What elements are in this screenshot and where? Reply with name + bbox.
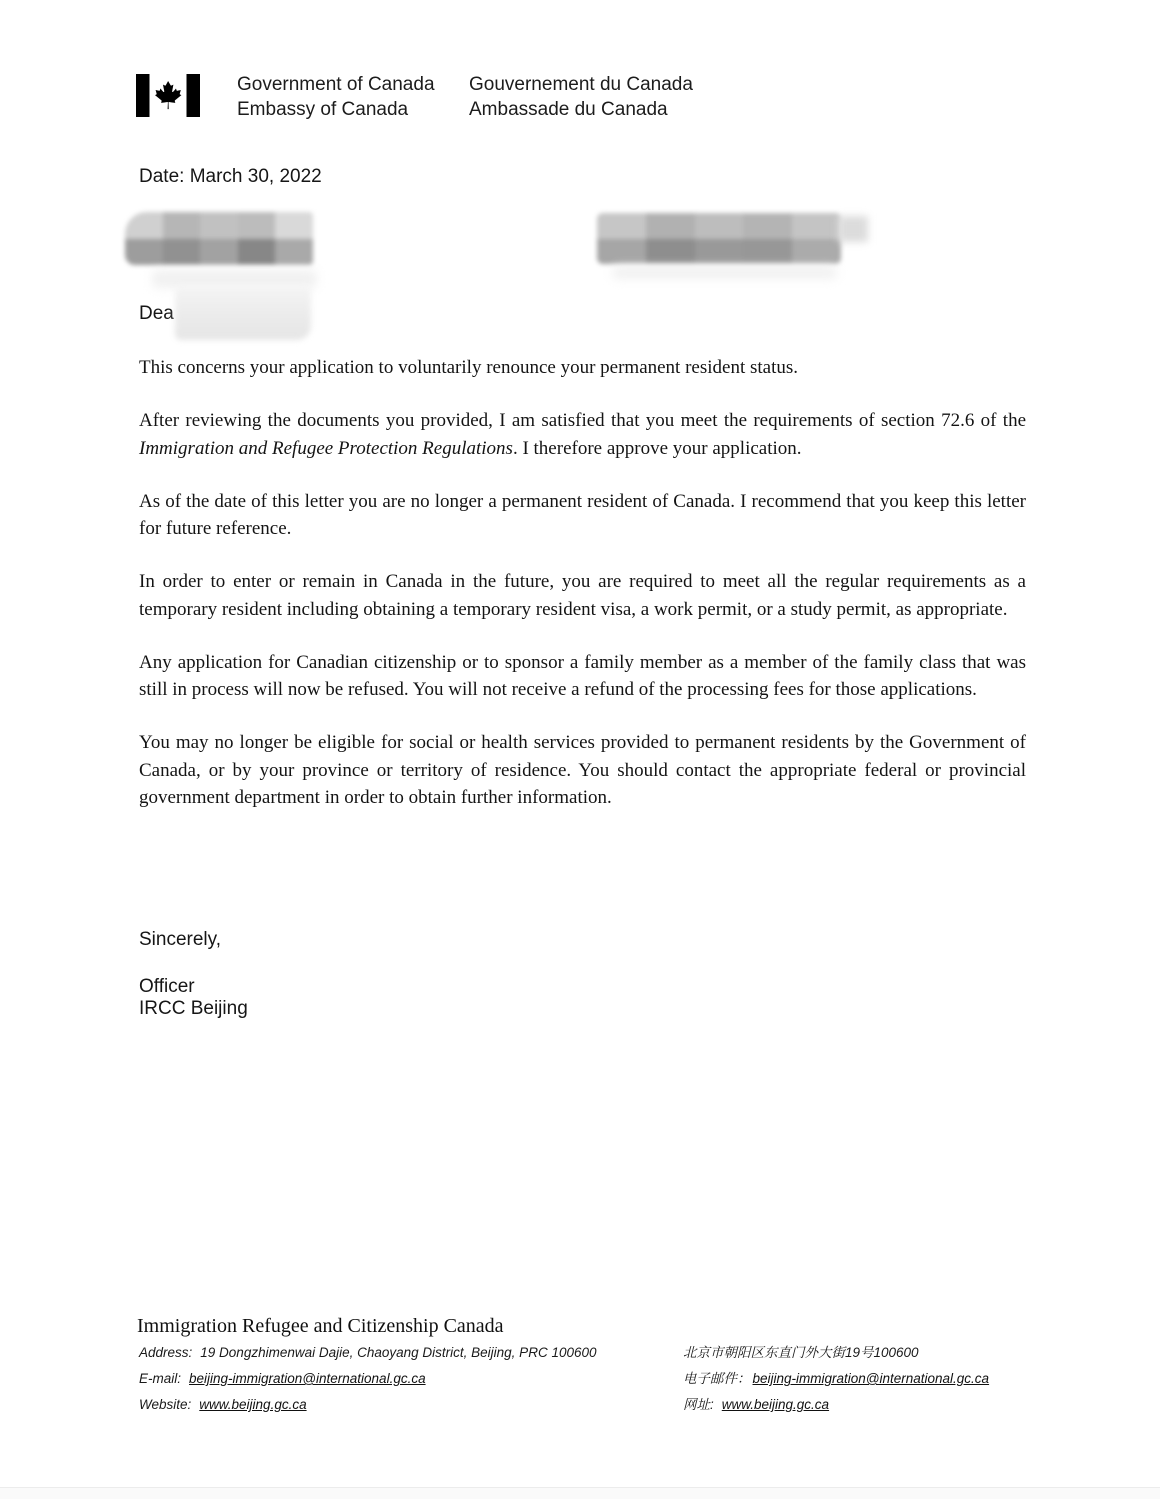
signature-closing: Sincerely, (139, 929, 222, 950)
letter-body (139, 354, 1026, 837)
footer-website-row (139, 1392, 597, 1418)
page-bottom-edge (0, 1487, 1160, 1499)
canada-flag-icon (136, 74, 200, 117)
embassy-of-canada-fr: Ambassade du Canada (469, 99, 668, 120)
redacted-salutation-name-block (175, 285, 311, 340)
body-paragraph-4: In order to enter or remain in Canada in the future, you are required to meet all the regular requirements as a temporary resident including obtaining a temporary resident visa, a work permit, or a study permit, as appropriate. (139, 571, 1026, 620)
letter-date: Date: March 30, 2022 (139, 166, 322, 187)
address-value-zh: 北京市朝阳区东直门外大街19号100600 (683, 1345, 919, 1360)
body-paragraph-1: This concerns your application to voluntarily renounce your permanent resident status. (139, 357, 799, 378)
redacted-recipient-block (125, 212, 313, 265)
header-french (469, 72, 693, 122)
email-label: E-mail: (139, 1371, 182, 1386)
gov-of-canada-fr: Gouvernement du Canada (469, 74, 693, 95)
paragraph-2-text-before: After reviewing the documents you provided, I am satisfied that you meet the requirements of section 72.6 of the (139, 410, 1026, 431)
email-link[interactable]: beijing-immigration@international.gc.ca (189, 1371, 426, 1386)
body-paragraph-3: As of the date of this letter you are no longer a permanent resident of Canada. I recommend that you keep this letter for future reference. (139, 490, 1026, 539)
gov-of-canada-en: Government of Canada (237, 74, 435, 95)
footer-organization: Immigration Refugee and Citizenship Canada (137, 1315, 504, 1337)
signature-office: IRCC Beijing (139, 998, 248, 1019)
paragraph-2-text-after: . I therefore approve your application. (512, 437, 802, 459)
signature-block (139, 929, 248, 1021)
footer-chinese-column (683, 1340, 989, 1418)
footer-email-row-zh (683, 1366, 989, 1392)
salutation (139, 303, 174, 325)
body-paragraph-2 (139, 407, 1026, 462)
website-label: Website: (139, 1397, 192, 1412)
redacted-file-number-block (597, 213, 841, 264)
footer-website-row-zh (683, 1392, 989, 1418)
footer-english-column (139, 1340, 597, 1418)
scan-smudge (612, 266, 837, 279)
regulation-title-italic: Immigration and Refugee Protection Regulations (139, 437, 513, 459)
email-link-zh[interactable]: beijing-immigration@international.gc.ca (752, 1371, 990, 1386)
body-paragraph-5: Any application for Canadian citizenship or to sponsor a family member as a member of the family class that was still in process will now be refused. You will not receive a refund of the processing fees for those applications. (139, 651, 1026, 700)
website-label-zh: 网址: (683, 1397, 714, 1412)
header-english (237, 72, 435, 122)
website-link[interactable]: www.beijing.gc.ca (199, 1397, 307, 1412)
body-paragraph-6: You may no longer be eligible for social or health services provided to permanent residents by the Government of Canada, or by your province or territory of residence. You should contact the appropriate federal or provincial government department in order to obtain further information. (139, 732, 1026, 808)
footer-address-row-zh (683, 1340, 989, 1366)
address-label: Address: (139, 1345, 193, 1360)
email-label-zh: 电子邮件： (683, 1371, 751, 1386)
salutation-text: Dea (139, 303, 174, 324)
address-value: 19 Dongzhimenwai Dajie, Chaoyang District, Beijing, PRC 100600 (200, 1345, 597, 1360)
footer-address-row (139, 1340, 597, 1366)
embassy-of-canada-en: Embassy of Canada (237, 99, 409, 120)
website-link-zh[interactable]: www.beijing.gc.ca (721, 1397, 830, 1412)
footer-email-row (139, 1366, 597, 1392)
redacted-file-number-tail (838, 216, 868, 242)
signature-role: Officer (139, 975, 195, 997)
